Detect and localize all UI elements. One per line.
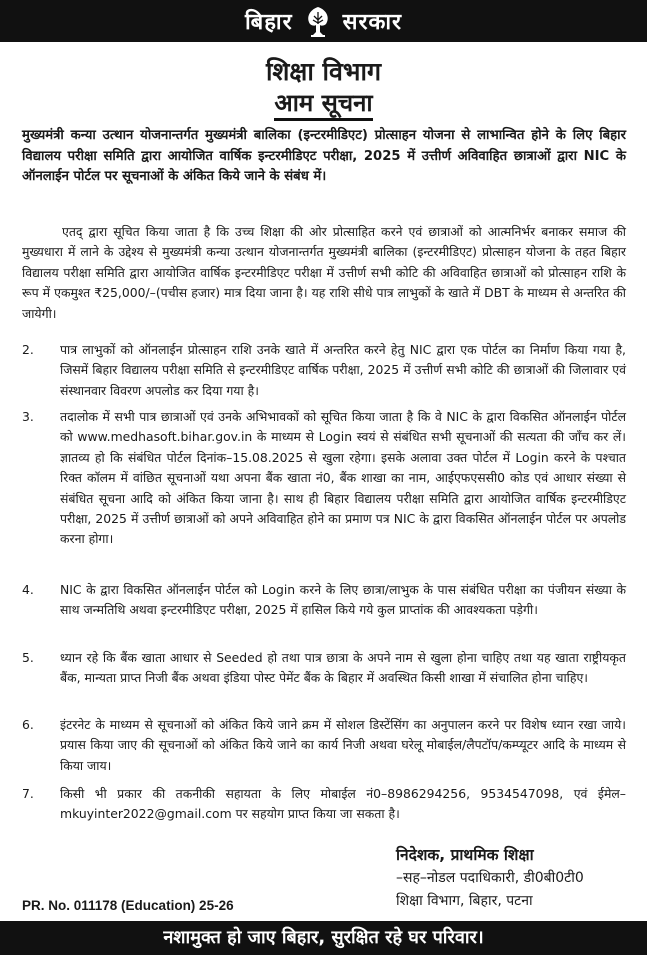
signatory-office: शिक्षा विभाग, बिहार, पटना (396, 893, 533, 909)
signatory-designation: –सह–नोडल पदाधिकारी, डी0बी0टी0 (396, 870, 584, 886)
item-number: 3. (22, 409, 34, 424)
notice-subject: मुख्यमंत्री कन्या उत्थान योजनान्तर्गत मुख्यमंत्री बालिका (इन्टरमीडिएट) प्रोत्साहन योजना से लाभान्वित होने के लिए बिहार विद्यालय परीक्षा समिति द्वारा आयोजित वार्षिक इन्टरमीडिएट परीक्षा, 2025 में उत्तीर्ण अविवाहित छात्राओं द्वारा NIC के ऑनलाईन पोर्टल पर सूचनाओं के अंकित किये जाने के संबंध में। (22, 128, 626, 184)
signature-block (396, 844, 601, 913)
header-word-left: बिहार (244, 10, 293, 35)
government-header-bar (0, 0, 647, 42)
item-number: 6. (22, 717, 34, 732)
bodhi-tree-emblem-icon (303, 4, 333, 38)
item-text: किसी भी प्रकार की तकनीकी सहायता के लिए मोबाईल नं0–8986294256, 9534547098, एवं ईमेल–mkuyinter2022@gmail.com पर सहयोग प्राप्त किया जा सकता है। (60, 786, 626, 822)
item-number: 4. (22, 582, 34, 597)
signatory-title: निदेशक, प्राथमिक शिक्षा (396, 846, 534, 864)
item-number: 2. (22, 342, 34, 357)
item-text: ध्यान रहे कि बैंक खाता आधार से Seeded हो तथा पात्र छात्रा के अपने नाम से खुला होना चाहिए तथा यह खाता राष्ट्रीयकृत बैंक, मान्यता प्राप्त निजी बैंक अथवा इंडिया पोस्ट पेमेंट बैंक के बिहार में अवस्थित किसी शाखा में संचालित होना चाहिए। (60, 650, 626, 686)
item-text: NIC के द्वारा विकसित ऑनलाईन पोर्टल को Login करने के लिए छात्रा/लाभुक के पास संबंधित परीक्षा का पंजीयन संख्या के साथ जन्मतिथि अथवा इन्टरमीडिएट परीक्षा, 2025 में हासिल किये गये कुल प्राप्तांक की आवश्यकता पड़ेगी। (60, 582, 626, 618)
item-text: पात्र लाभुकों को ऑनलाईन प्रोत्साहन राशि उनके खाते में अन्तरित करने हेतु NIC द्वारा एक पोर्टल का निर्माण किया गया है, जिसमें बिहार विद्यालय परीक्षा समिति से इन्टरमीडिएट वार्षिक परीक्षा, 2025 में उत्तीर्ण सभी कोटि की छात्राओं की जिलावार एवं संस्थानवार विवरण अपलोड कर दिया गया है। (60, 342, 626, 398)
header-word-right: सरकार (342, 10, 403, 35)
pr-number: PR. No. 011178 (Education) 25-26 (22, 898, 234, 913)
notice-title (0, 86, 647, 119)
footer-slogan: नशामुक्त हो जाए बिहार, सुरक्षित रहे घर परिवार। (163, 927, 484, 948)
item-text: इंटरनेट के माध्यम से सूचनाओं को अंकित किये जाने क्रम में सोशल डिस्टेंसिंग का अनुपालन करने पर विशेष ध्यान रखा जाये। प्रयास किया जाए की सूचनाओं को अंकित किये जाने का कार्य निजी अथवा घरेलू मोबाईल/लैपटॉप/कम्प्यूटर आदि के माध्यम से किया जाय। (60, 717, 626, 773)
footer-slogan-bar (0, 921, 647, 955)
item-number: 7. (22, 786, 34, 801)
notice-title-text: आम सूचना (274, 89, 372, 121)
department-name: शिक्षा विभाग (265, 57, 382, 86)
item-number: 5. (22, 650, 34, 665)
intro-paragraph: एतद् द्वारा सूचित किया जाता है कि उच्च शिक्षा की ओर प्रोत्साहित करने एवं छात्राओं को आत्मनिर्भर बनाकर समाज की मुख्यधारा में लाने के उद्देश्य से मुख्यमंत्री कन्या उत्थान योजनान्तर्गत मुख्यमंत्री बालिका (इन्टरमीडिएट) प्रोत्साहन योजना के तहत बिहार विद्यालय परीक्षा समिति द्वारा आयोजित वार्षिक इन्टरमीडिएट परीक्षा में उत्तीर्ण सभी कोटि की अविवाहित छात्राओं को प्रोत्साहन राशि के रूप में एकमुश्त ₹25,000/–(पचीस हजार) मात्र दिया जाना है। यह राशि सीधे पात्र लाभुकों के खाते में DBT के माध्यम से अन्तरित की जायेगी। (22, 224, 626, 321)
item-text: तदालोक में सभी पात्र छात्राओं एवं उनके अभिभावकों को सूचित किया जाता है कि वे NIC के द्वारा विकसित ऑनलाईन पोर्टल को www.medhasoft.bihar.gov.in के माध्यम से Login स्वयं से संबंधित सभी सूचनाओं की सत्यता की जाँच कर लें। ज्ञातव्य हो कि संबंधित पोर्टल दिनांक–15.08.2025 से खुला रहेगा। इसके अलावा उक्त पोर्टल में Login करने के पश्चात रिक्त कॉलम में वांछित सूचनाओं यथा अपना बैंक खाता नं0, बैंक शाखा का नाम, आईएफएससी0 कोड एवं आधार संख्या से संबंधित सूचना आदि को अंकित किया जाना है। साथ ही बिहार विद्यालय परीक्षा समिति द्वारा आयोजित वार्षिक इन्टरमीडिएट परीक्षा, 2025 में उत्तीर्ण छात्राओं को अपने अविवाहित होने का प्रमाण पत्र NIC के द्वारा विकसित ऑनलाईन पोर्टल पर अपलोड करना होगा। (60, 409, 626, 547)
